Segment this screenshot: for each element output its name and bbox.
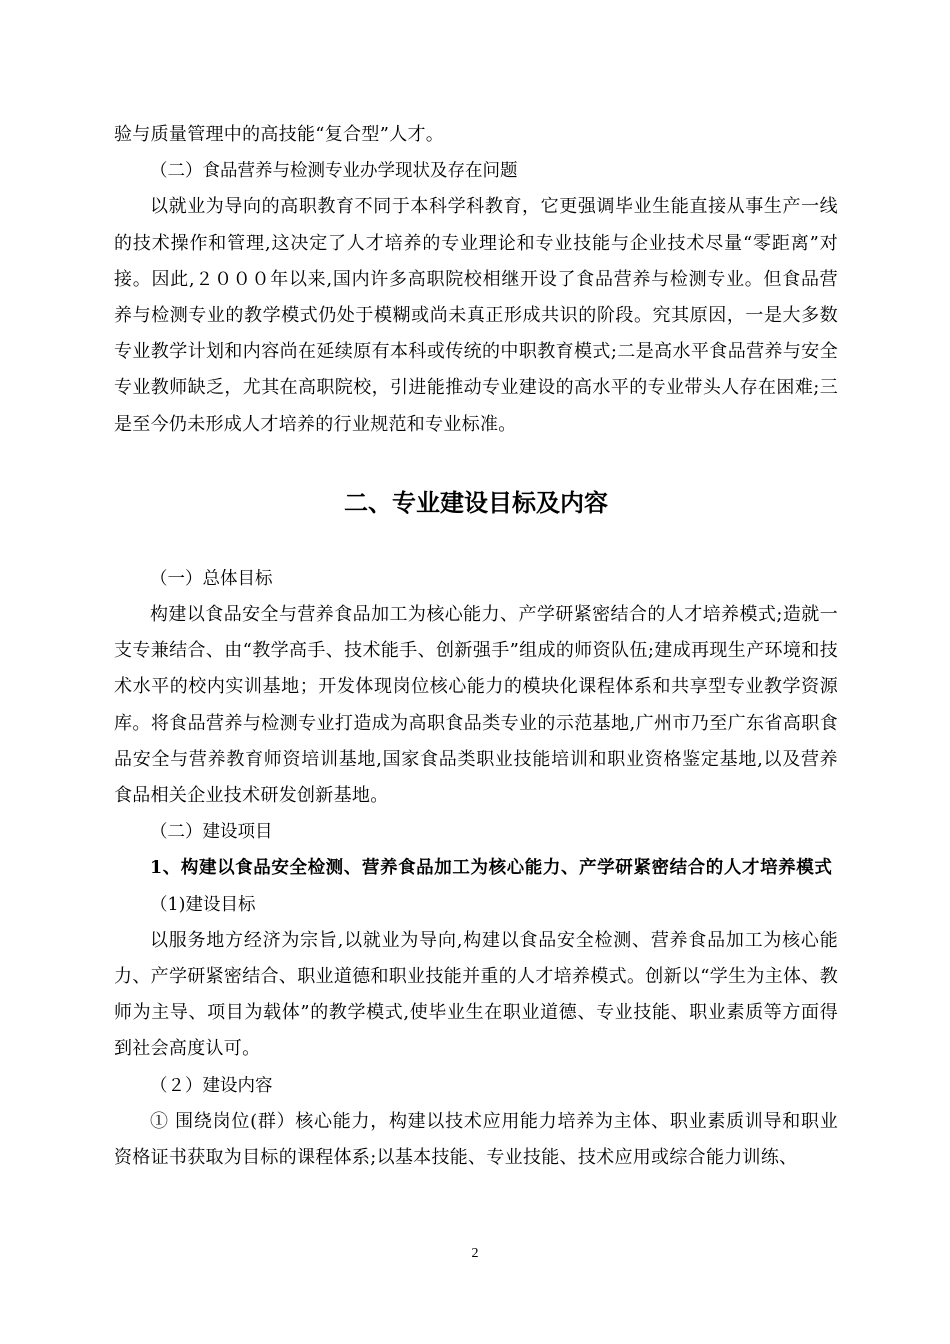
paragraph-current-status: 以就业为导向的高职教育不同于本科学科教育，它更强调毕业生能直接从事生产一线的技术操作和管理,这决定了人才培养的专业理论和专业技能与企业技术尽量“零距离”对接。因此,２０００年以来,国内许多高职院校相继开设了食品营养与检测专业。但食品营养与检测专业的教学模式仍处于模糊或尚未真正形成共识的阶段。究其原因，一是大多数专业教学计划和内容尚在延续原有本科或传统的中职教育模式;二是高水平食品营养与安全专业教师缺乏，尤其在高职院校，引进能推动专业建设的高水平的专业带头人存在困难;三是至今仍未形成人才培养的行业规范和专业标准。 [114,196,838,435]
paragraph-build-goal: 以服务地方经济为宗旨,以就业为导向,构建以食品安全检测、营养食品加工为核心能力、产学研紧密结合、职业道德和职业技能并重的人才培养模式。创新以“学生为主体、教师为主导、项目为载体”的教学模式,使毕业生在职业道德、专业技能、职业素质等方面得到社会高度认可。 [114,929,838,1060]
paragraph-intro-end: 验与质量管理中的高技能“复合型”人才。 [114,124,445,145]
item-heading-training-model: 1、构建以食品安全检测、营养食品加工为核心能力、产学研紧密结合的人才培养模式 [150,858,833,879]
chapter-title: 二、专业建设目标及内容 [344,488,608,517]
subheading-build-goal: （1)建设目标 [150,894,256,915]
section-heading-current-status: （二）食品营养与检测专业办学现状及存在问题 [150,161,518,182]
paragraph-build-content: ① 围绕岗位(群）核心能力，构建以技术应用能力培养为主体、职业素质训导和职业资格证书获取为目标的课程体系;以基本技能、专业技能、技术应用或综合能力训练、 [114,1110,838,1169]
section-heading-overall-goal: （一）总体目标 [150,568,273,589]
paragraph-overall-goal: 构建以食品安全与营养食品加工为核心能力、产学研紧密结合的人才培养模式;造就一支专兼结合、由“教学高手、技术能手、创新强手”组成的师资队伍;建成再现生产环境和技术水平的校内实训基地；开发体现岗位核心能力的模块化课程体系和共享型专业教学资源库。将食品营养与检测专业打造成为高职食品类专业的示范基地,广州市乃至广东省高职食品安全与营养教育师资培训基地,国家食品类职业技能培训和职业资格鉴定基地,以及营养食品相关企业技术研发创新基地。 [114,604,838,807]
page-content [114,117,838,1176]
page-number: 2 [471,1246,479,1261]
section-heading-projects: （二）建设项目 [150,822,273,843]
subheading-build-content: （２）建设内容 [150,1075,273,1096]
